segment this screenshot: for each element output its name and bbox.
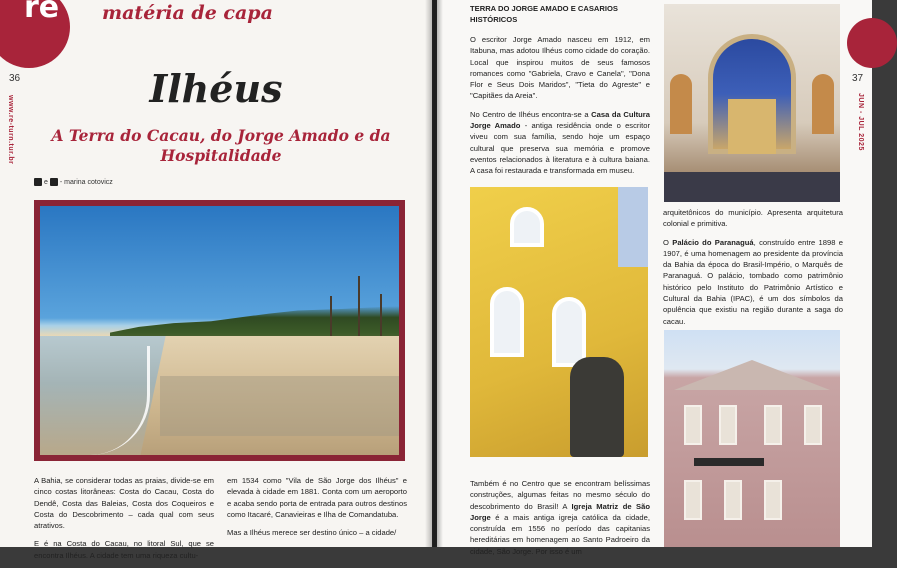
side-altar <box>670 74 692 134</box>
paragraph: em 1534 como "Vila de São Jorge dos Ilhéus" e elevada à cidade em 1881. Conta com um aeroporto e acaba sendo porta de entrada para outros destinos como Itacaré, Canavieiras e Ilha de Comandatuba. <box>227 476 407 519</box>
page-corner-badge <box>847 18 897 68</box>
side-altar <box>812 74 834 134</box>
paragraph <box>663 237 843 327</box>
altar <box>728 99 776 154</box>
paragraph <box>470 478 650 557</box>
bold-place-name: Casa da Cultura Jorge Amado <box>470 109 650 131</box>
page-number: 36 <box>9 73 21 84</box>
bold-place-name: Palácio do Paranaguá <box>672 237 754 247</box>
window <box>490 287 524 357</box>
text-run: , construído entre 1898 e 1907, é uma homenagem ao presidente da província da Bahia da época do Brasil-Império, o Marquês de Paranaguá. O palácio, tombado como patrimônio histórico pelo Instituto do Patrimônio Artístico e Cultural da Bahia (IPAC), é um dos símbolos da opulência que existiu na região durante a saga do cacau. <box>663 237 843 326</box>
paragraph <box>470 109 650 177</box>
paragraph: Mas a Ilhéus merece ser destino único – a cidade/ <box>227 528 397 538</box>
body-column-1 <box>470 34 650 184</box>
yellow-building-photo <box>470 187 648 457</box>
article-subtitle: A Terra do Cacau, do Jorge Amado e da Hospitalidade <box>51 126 391 165</box>
paragraph: E é na Costa do Cacau, no litoral Sul, que se encontra Ilhéus. A cidade tem uma riqueza cultu- <box>34 539 214 560</box>
section-label: matéria de capa <box>102 2 273 24</box>
text-run: Também é no Centro que se encontram belíssimas construções, algumas feitas no mesmo século do descobrimento do Brasil! A <box>470 479 650 511</box>
beach-photo <box>40 206 399 455</box>
body-column-2 <box>663 207 843 334</box>
right-page <box>437 0 872 556</box>
sky <box>618 187 648 267</box>
body-column-2 <box>227 475 407 545</box>
balcony <box>694 458 764 466</box>
left-page <box>0 0 432 560</box>
paragraph: arquitetônicos do município. Apresenta arquitetura colonial e primitiva. <box>663 208 843 229</box>
text-run: O <box>663 237 673 247</box>
window <box>764 405 782 445</box>
window <box>510 207 544 247</box>
window <box>552 297 586 367</box>
body-column-1 <box>34 475 214 568</box>
pews <box>664 172 840 202</box>
window <box>724 480 742 520</box>
page-number: 37 <box>852 73 864 84</box>
church-interior-photo <box>664 4 840 202</box>
text-run: é a mais antiga igreja católica da cidade, construída em 1556 no período das capitanias hereditárias em homenagem ao Santo Padroeiro da cidade, São Jorge. Por isso é um <box>470 512 650 556</box>
window <box>684 405 702 445</box>
paragraph: O escritor Jorge Amado nasceu em 1912, em Itabuna, mas adotou Ilhéus como cidade do coração. Local que inspirou muitos de seus famosos romances como "Gabriela, Cravo e Canela", "Dona Flor e Seus Dois Maridos", "Tieta do Agreste" e "Capitães da Areia". <box>470 35 650 101</box>
palm-tree <box>380 294 382 339</box>
book-icon <box>34 178 42 186</box>
vertical-site-label: www.re-turn.tur.br <box>7 95 14 165</box>
palace-photo <box>664 330 840 547</box>
text-run: No Centro de Ilhéus encontra-se a <box>470 109 592 119</box>
bold-place-name: Igreja Matriz de São Jorge <box>470 501 650 522</box>
article-title: Ilhéus <box>149 66 283 111</box>
palace-roof <box>674 360 830 390</box>
magazine-logo: re <box>24 0 60 25</box>
body-column-1-bottom <box>470 478 650 564</box>
paragraph: A Bahia, se considerar todas as praias, divide-se em cinco costas litorâneas: Costa do Cacau, Costa do Dendê, Costa das Baleias, Costa dos Coqueiros e Costa do Descobrimento – cada qual com seus atrativos. <box>34 476 214 531</box>
vertical-issue-label: JUN - JUL 2025 <box>857 93 864 151</box>
camera-icon <box>50 178 58 186</box>
wet-sand <box>160 376 399 436</box>
window <box>684 480 702 520</box>
section-heading: TERRA DO JORGE AMADO E CASARIOS HISTÓRICOS <box>470 4 618 24</box>
text-run: - antiga residência onde o escritor viveu com sua família, sendo hoje um espaço cultural que preserva sua memória e promove eventos relacionados à literatura e à cultura baiana. A casa foi restaurada e transformada em museu. <box>470 121 650 176</box>
palm-tree <box>330 296 332 336</box>
author-credit <box>34 178 113 186</box>
window <box>719 405 737 445</box>
window <box>764 480 782 520</box>
palm-tree <box>358 276 360 336</box>
window <box>804 405 822 445</box>
statue <box>570 357 624 457</box>
credit-author: - marina cotovicz <box>59 178 113 186</box>
page-gutter <box>425 0 443 547</box>
credit-join: e <box>44 178 48 186</box>
